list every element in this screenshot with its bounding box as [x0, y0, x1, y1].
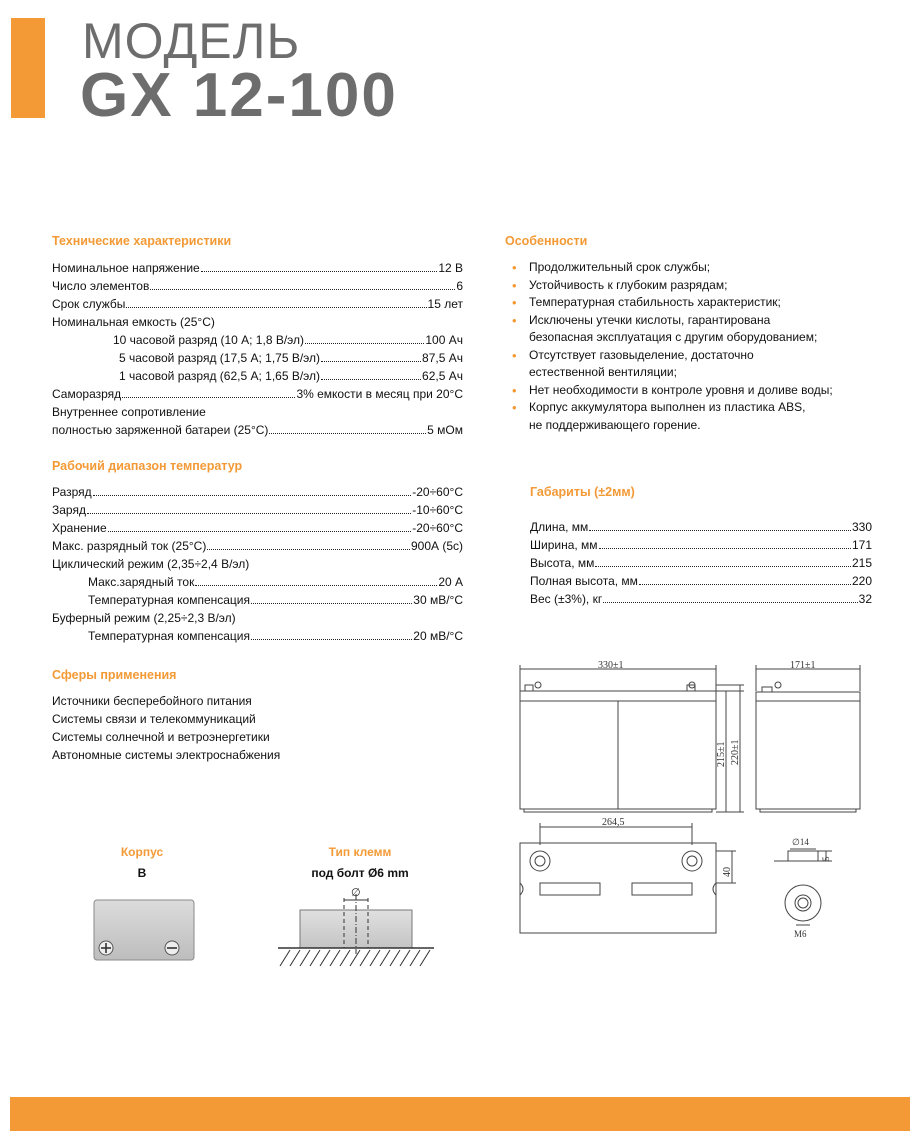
feature-item: • Продолжительный срок службы;	[510, 259, 870, 277]
side-view	[756, 660, 860, 812]
dimension-length: Длина, мм 330	[530, 520, 872, 534]
feature-item: • Нет необходимости в контроле уровня и доливе воды;	[510, 382, 870, 400]
terminal-diameter-label: ∅14	[792, 837, 809, 847]
full-height-label: 220±1	[730, 739, 741, 765]
terminal-height-label: 5	[821, 856, 831, 861]
temp-max-discharge-current: Макс. разрядный ток (25°С) 900А (5с)	[52, 539, 463, 553]
page-title-code: GX 12-100	[80, 61, 398, 130]
dimension-weight: Вес (±3%), кг 32	[530, 592, 872, 606]
terminal-span-label: 264,5	[602, 817, 625, 828]
temp-compensation-buffer: Температурная компенсация 20 мВ/°С	[88, 629, 463, 643]
page-title-model: МОДЕЛЬ	[82, 13, 301, 69]
terminal-type: под болт Ø6 mm	[311, 866, 409, 880]
features-list	[510, 259, 870, 434]
applications-heading: Сферы применения	[52, 668, 177, 682]
buffer-mode-heading: Буферный режим (2,25÷2,3 В/эл)	[52, 611, 236, 625]
feature-item: • Устойчивость к глубоким разрядам;	[510, 277, 870, 295]
battery-dimension-drawing	[500, 655, 890, 955]
temp-max-charge-current: Макс.зарядный ток 20 А	[88, 575, 463, 589]
terminal-offset-label: 40	[722, 867, 733, 877]
terminal-heading: Тип клемм	[328, 845, 392, 859]
spec-capacity-1h: 1 часовой разряд (62,5 А; 1,65 В/эл) 62,5 Ач	[119, 369, 463, 383]
feature-item: • Исключены утечки кислоты, гарантирована безопасная эксплуатация с другим оборудованием;	[510, 312, 870, 347]
resistance-heading: Внутреннее сопротивление	[52, 405, 206, 419]
spec-capacity-10h: 10 часовой разряд (10 А; 1,8 В/эл) 100 Ач	[113, 333, 463, 347]
feature-item: • Температурная стабильность характеристик;	[510, 294, 870, 312]
application-item: Системы связи и телекоммуникаций	[52, 712, 256, 726]
feature-item: • Корпус аккумулятора выполнен из пластика ABS, не поддерживающего горение.	[510, 399, 870, 434]
dimension-full-height: Полная высота, мм 220	[530, 574, 872, 588]
features-heading: Особенности	[505, 234, 588, 248]
application-item: Системы солнечной и ветроэнергетики	[52, 730, 270, 744]
length-label: 330±1	[598, 660, 624, 671]
spec-service-life: Срок службы 15 лет	[52, 297, 463, 311]
footer-accent-bar	[10, 1097, 910, 1131]
diameter-symbol: ∅	[351, 887, 361, 899]
width-label: 171±1	[790, 660, 816, 671]
terminal-drawing	[276, 884, 436, 970]
application-item: Автономные системы электроснабжения	[52, 748, 281, 762]
header-accent-bar	[11, 18, 45, 118]
housing-drawing	[86, 895, 202, 965]
feature-item: • Отсутствует газовыделение, достаточно естественной вентиляции;	[510, 347, 870, 382]
housing-heading: Корпус	[120, 845, 164, 859]
dimensions-heading: Габариты (±2мм)	[530, 485, 635, 499]
plus-terminal-icon	[99, 941, 113, 955]
height-label: 215±1	[716, 741, 727, 767]
top-view	[520, 817, 736, 933]
tech-heading: Технические характеристики	[52, 234, 232, 248]
spec-nominal-voltage: Номинальное напряжение 12 В	[52, 261, 463, 275]
spec-internal-resistance: полностью заряженной батареи (25°С) 5 мОм	[52, 423, 463, 437]
bolt-label: M6	[794, 929, 807, 939]
temp-compensation-cyclic: Температурная компенсация 30 мВ/°С	[88, 593, 463, 607]
capacity-heading: Номинальная емкость (25°С)	[52, 315, 215, 329]
dimension-width: Ширина, мм 171	[530, 538, 872, 552]
temp-storage: Хранение -20÷60°С	[52, 521, 463, 535]
minus-terminal-icon	[165, 941, 179, 955]
terminal-detail	[774, 837, 832, 939]
temp-heading: Рабочий диапазон температур	[52, 459, 243, 473]
dimension-height: Высота, мм 215	[530, 556, 872, 570]
front-view	[520, 660, 744, 812]
temp-charge: Заряд -10÷60°С	[52, 503, 463, 517]
spec-cells: Число элементов 6	[52, 279, 463, 293]
cyclic-mode-heading: Циклический режим (2,35÷2,4 В/эл)	[52, 557, 250, 571]
spec-capacity-5h: 5 часовой разряд (17,5 А; 1,75 В/эл) 87,5 Ач	[119, 351, 463, 365]
application-item: Источники бесперебойного питания	[52, 694, 252, 708]
spec-self-discharge: Саморазряд 3% емкости в месяц при 20°С	[52, 387, 463, 401]
temp-discharge: Разряд -20÷60°С	[52, 485, 463, 499]
housing-type: B	[137, 866, 147, 880]
